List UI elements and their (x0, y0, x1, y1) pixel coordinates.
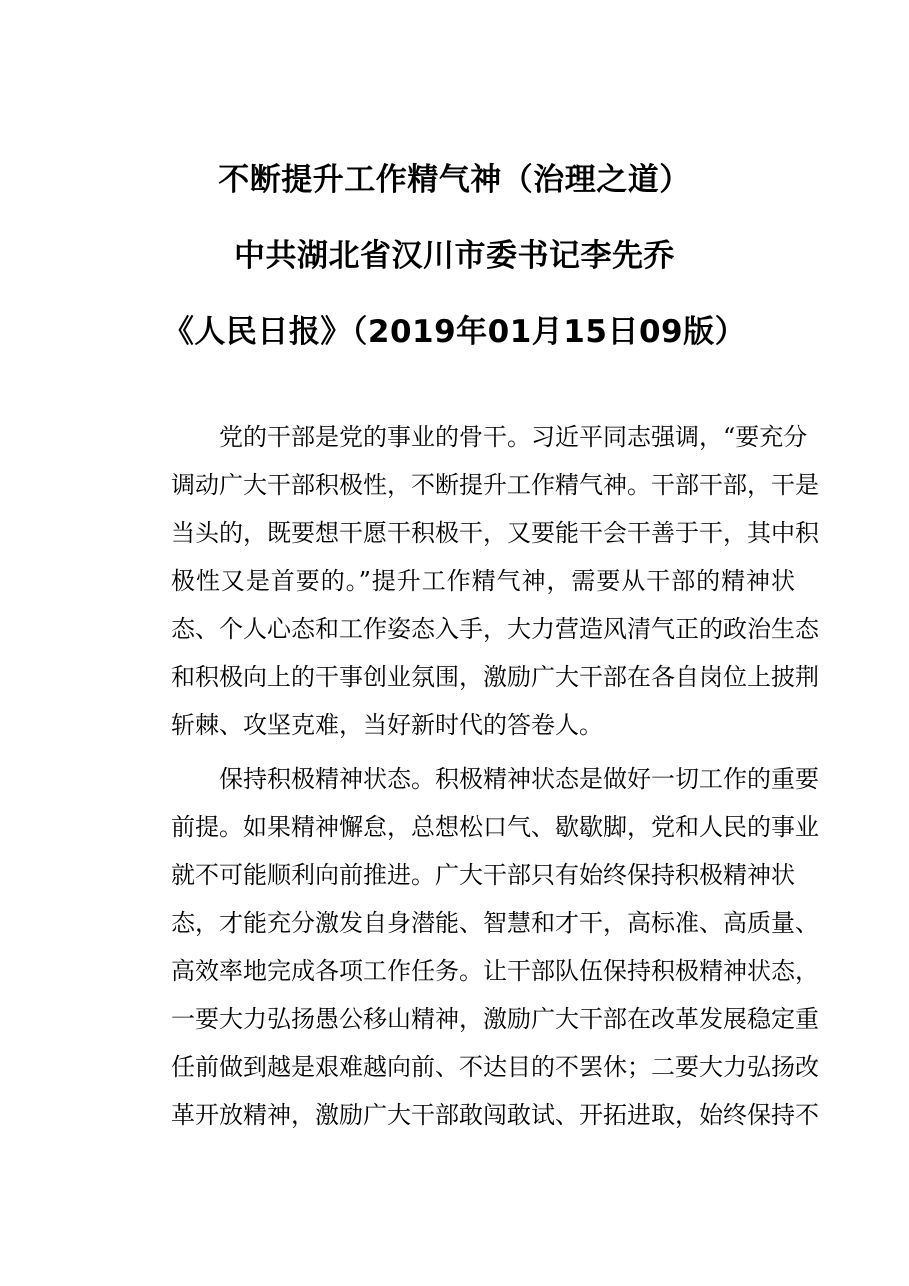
text-line: 极性又是首要的。”提升工作精气神，需要从干部的精神状 (171, 567, 795, 595)
paragraph-1 (123, 413, 819, 749)
text-line: 党的干部是党的事业的骨干。习近平同志强调，“要充分 (219, 423, 808, 451)
paragraph-2 (123, 755, 819, 1139)
text-line: 保持积极精神状态。积极精神状态是做好一切工作的重要 (219, 765, 819, 793)
heading-block (0, 160, 909, 388)
text-line: 和积极向上的干事创业氛围，激励广大干部在各自岗位上披荆 (171, 663, 819, 691)
text-line: 一要大力弘扬愚公移山精神，激励广大干部在改革发展稳定重 (171, 1005, 819, 1033)
text-line: 调动广大干部积极性，不断提升工作精气神。干部干部，干是 (171, 471, 819, 499)
text-line: 高效率地完成各项工作任务。让干部队伍保持积极精神状态， (171, 957, 819, 985)
text-line: 革开放精神，激励广大干部敢闯敢试、开拓进取，始终保持不 (171, 1101, 819, 1129)
text-line: 斩棘、攻坚克难，当好新时代的答卷人。 (171, 711, 603, 739)
article-title: 不断提升工作精气神（治理之道） (218, 162, 691, 198)
text-line: 态、个人心态和工作姿态入手，大力营造风清气正的政治生态 (171, 615, 819, 643)
text-line: 就不可能顺利向前推进。广大干部只有始终保持积极精神状 (171, 861, 795, 889)
text-line: 态，才能充分激发自身潜能、智慧和才干，高标准、高质量、 (171, 909, 819, 937)
text-line: 任前做到越是艰难越向前、不达目的不罢休；二要大力弘扬改 (171, 1053, 819, 1081)
article-body (123, 413, 819, 1145)
text-line: 前提。如果精神懈怠，总想松口气、歇歇脚，党和人民的事业 (171, 813, 819, 841)
source-line: 《人民日报》（2019年01月15日09版） (162, 314, 747, 350)
text-line: 当头的，既要想干愿干积极干，又要能干会干善于干，其中积 (171, 519, 819, 547)
author-line: 中共湖北省汉川市委书记李先乔 (234, 238, 675, 274)
